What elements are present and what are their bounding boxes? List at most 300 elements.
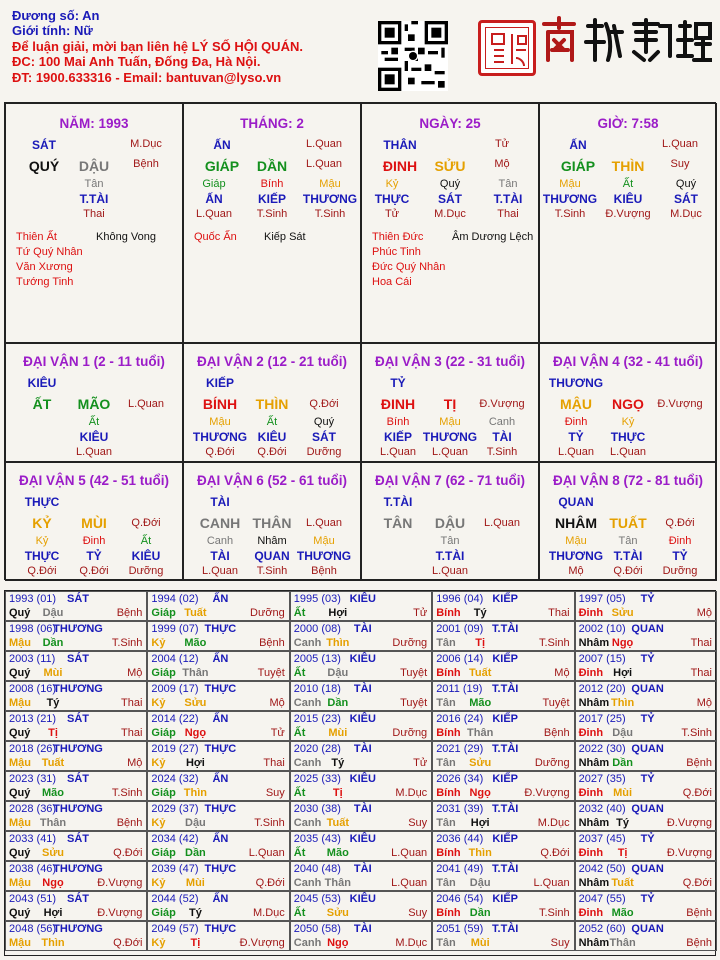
year-cell[interactable] [290,711,432,741]
hidden-stem: Ất [266,416,278,428]
year-branch: Tý [473,607,487,619]
hidden-stem: Đinh [82,535,106,547]
year-cell[interactable] [432,861,574,891]
year-stem: Tân [436,757,456,769]
year-cell[interactable] [290,831,432,861]
hidden-stage: T.Sinh [486,446,518,458]
year-star: QUAN [631,863,664,875]
year-cell[interactable] [147,771,289,801]
year-star: THỰC [204,743,237,755]
dai-van-star: TỶ [390,376,406,390]
year-stage: L.Quan [391,847,428,859]
year-branch: Tị [48,727,58,739]
year-label: 2041 (49) [436,863,484,875]
year-stem: Ất [293,847,306,859]
year-cell[interactable] [432,771,574,801]
year-stage: Đ.Vượng [666,817,712,829]
year-branch: Tý [46,697,60,709]
pillar-stem: ĐINH [382,158,418,174]
year-cell[interactable] [147,711,289,741]
star-item: Kiếp Sát [264,231,306,243]
year-stage: L.Quan [248,847,285,859]
dai-van-title: ĐẠI VẬN 4 (32 - 41 tuổi) [552,354,704,369]
dai-van-stem: KỶ [32,515,52,531]
hidden-stem: Mậu [565,535,587,547]
year-label: 2017 (25) [578,713,626,725]
year-star: KIẾP [492,713,519,725]
dai-van-star: KIÊU [27,376,57,390]
year-cell[interactable] [575,711,717,741]
year-cell[interactable] [147,591,289,621]
year-label: 2044 (52) [151,893,199,905]
year-label: 2050 (58) [293,923,341,935]
year-stem: Giáp [151,667,176,679]
hidden-star: TỶ [568,430,584,444]
year-stage: T.Sinh [539,637,570,649]
year-cell[interactable] [290,681,432,711]
hidden-stage: L.Quan [609,446,647,458]
year-branch: Dậu [612,727,633,739]
year-stem: Giáp [151,727,176,739]
year-cell[interactable] [5,741,147,771]
hidden-star: THƯƠNG [548,549,604,563]
dai-van-cell[interactable] [361,343,539,462]
year-stem: Nhâm [578,877,610,889]
year-stage: Mộ [696,697,712,709]
year-cell[interactable] [575,651,717,681]
year-stage: Bệnh [116,817,143,829]
hidden-stem: Canh [206,535,234,547]
year-stage: Đ.Vượng [524,787,570,799]
pillar-title: NĂM: 1993 [59,116,129,131]
year-stem: Ất [293,787,306,799]
year-cell[interactable] [5,921,147,951]
year-branch: Mùi [613,787,633,799]
hidden-stem: Giáp [202,178,226,190]
year-star: THƯƠNG [53,623,103,635]
year-cell[interactable] [5,651,147,681]
year-branch: Thân [467,727,494,739]
auspicious-stars-list [16,230,83,290]
year-label: 2025 (33) [293,773,341,785]
pillar-stem: GIÁP [560,158,596,174]
hidden-star: ẤN [205,192,223,206]
dai-van-stem: BÍNH [202,396,238,412]
year-stage: Đ.Vượng [97,907,143,919]
hidden-star: THƯƠNG [422,430,478,444]
star-item: Văn Xương [16,261,73,273]
year-cell[interactable] [575,621,717,651]
year-cell[interactable] [290,741,432,771]
dai-van-branch: THÌN [255,396,289,412]
hidden-stage: Đ.Vượng [605,208,651,220]
year-branch: Hợi [43,907,63,919]
year-cell[interactable] [290,591,432,621]
year-stem: Canh [293,817,322,829]
year-branch: Mùi [328,727,348,739]
year-label: 2046 (54) [436,893,484,905]
year-star: KIÊU [349,713,376,725]
dai-van-stage: Q.Đới [309,398,339,410]
year-cell[interactable] [147,651,289,681]
hidden-stem: Canh [488,416,516,428]
year-stage: Tuyệt [400,697,428,709]
hidden-stem: Mậu [313,535,335,547]
hidden-star: THƯƠNG [302,192,358,206]
year-stage: Thai [690,667,712,679]
pillar-cell[interactable] [5,103,183,343]
year-cell[interactable] [290,801,432,831]
pillar-cell[interactable] [539,103,717,343]
hidden-stem: Bính [260,178,284,190]
dai-van-star: THƯƠNG [548,376,604,390]
year-label: 2037 (45) [578,833,626,845]
year-cell[interactable] [290,891,432,921]
year-label: 2034 (42) [151,833,199,845]
year-cell[interactable] [575,891,717,921]
dai-van-stage: Đ.Vượng [479,398,525,410]
hidden-stage: L.Quan [195,208,233,220]
year-stage: Dưỡng [392,637,428,649]
pillar-branch: DẬU [78,158,110,174]
year-label: 2022 (30) [578,743,626,755]
year-label: 2023 (31) [9,773,57,785]
year-label: 2048 (56) [9,923,57,935]
year-star: SÁT [67,653,89,665]
year-star: ẤN [212,593,229,605]
year-cell[interactable] [5,891,147,921]
year-cell[interactable] [5,711,147,741]
year-star: TỶ [640,593,655,605]
year-stage: Bệnh [686,937,712,949]
year-stage: T.Sinh [681,727,712,739]
year-label: 2040 (48) [293,863,341,875]
pillar-title: GIỜ: 7:58 [597,116,659,131]
year-star: TỶ [640,893,655,905]
chart-grid [4,102,716,580]
hidden-star: TÀI [492,430,512,444]
hidden-star: THỰC [374,192,410,206]
year-star: THƯƠNG [53,923,103,935]
year-cell[interactable] [5,861,147,891]
year-stage: Q.Đới [113,937,143,949]
pillar-stage-top: L.Quan [305,138,343,150]
year-star: T.TÀI [492,803,519,815]
dai-van-cell[interactable] [5,343,183,462]
year-stage: Tuyệt [257,667,285,679]
year-cell[interactable] [5,801,147,831]
year-star: KIÊU [349,653,376,665]
hidden-stage: L.Quan [431,565,469,577]
year-stage: Thai [120,697,143,709]
year-label: 2016 (24) [436,713,484,725]
year-stem: Mậu [9,637,31,649]
year-branch: Thìn [183,787,207,799]
year-stem: Quý [9,727,31,739]
year-label: 1999 (07) [151,623,199,635]
year-branch: Ngọ [42,877,64,889]
year-star: T.TÀI [492,923,519,935]
year-cell[interactable] [147,921,289,951]
year-cell[interactable] [5,621,147,651]
year-stem: Đinh [578,727,604,739]
hidden-stem: Quý [313,416,335,428]
dai-van-cell[interactable] [361,462,539,581]
qr-code-icon[interactable] [378,21,448,91]
pillar-title: NGÀY: 25 [419,116,481,131]
year-stage: Bệnh [543,727,570,739]
pillar-stem: QUÝ [28,158,60,174]
year-stem: Ất [293,667,306,679]
hidden-star: TỶ [86,549,102,563]
hidden-stage: Dưỡng [128,565,164,577]
year-cell[interactable] [575,921,717,951]
dai-van-title: ĐẠI VẬN 2 (12 - 21 tuổi) [196,354,348,369]
year-cell[interactable] [432,711,574,741]
year-stem: Bính [436,847,461,859]
year-cell[interactable] [290,771,432,801]
year-label: 2043 (51) [9,893,57,905]
year-star: TÀI [353,923,372,935]
year-star: THỰC [204,863,237,875]
hidden-stage: Dưỡng [306,446,342,458]
star-item: Quốc Ấn [194,231,237,243]
year-cell[interactable] [432,741,574,771]
dai-van-cell[interactable] [183,343,361,462]
year-branch: Tuất [468,667,492,679]
star-item: Không Vong [96,231,156,243]
year-cell[interactable] [575,591,717,621]
year-stem: Canh [293,877,322,889]
phone-email-line: ĐT: 1900.633316 - Email: bantuvan@lyso.vn [12,69,282,85]
year-cell[interactable] [147,681,289,711]
year-stem: Đinh [578,667,604,679]
year-stage: Suy [265,787,285,799]
dai-van-cell[interactable] [539,343,717,462]
year-stem: Nhâm [578,937,610,949]
star-item: Thiên Ất [16,231,57,243]
year-stem: Đinh [578,607,604,619]
year-branch: Thìn [468,847,492,859]
year-cell[interactable] [575,861,717,891]
inauspicious-stars-list [452,230,533,245]
year-branch: Hợi [185,757,205,769]
year-cell[interactable] [575,801,717,831]
dai-van-stage: L.Quan [305,517,343,529]
year-cell[interactable] [432,831,574,861]
year-cell[interactable] [5,681,147,711]
year-branch: Tuất [41,757,65,769]
dai-van-stage: Q.Đới [131,517,161,529]
year-star: THỰC [204,923,237,935]
year-stem: Đinh [578,787,604,799]
year-star: THƯƠNG [53,743,103,755]
year-label: 2028 (36) [9,803,57,815]
dai-van-star: KIẾP [205,376,235,390]
year-stage: Thai [548,607,570,619]
year-star: SÁT [67,773,89,785]
year-label: 1997 (05) [578,593,626,605]
pillar-stage-top: M.Dục [130,138,162,150]
year-cell[interactable] [432,801,574,831]
hidden-stage: Thai [83,208,105,220]
year-stage: Bệnh [686,907,712,919]
hidden-stem: Bính [386,416,410,428]
year-cell[interactable] [147,861,289,891]
hidden-stage: M.Dục [670,208,702,220]
dai-van-cell[interactable] [183,462,361,581]
year-branch: Thân [324,877,351,889]
year-cell[interactable] [432,891,574,921]
year-branch: Tý [331,757,345,769]
year-star: QUAN [631,743,664,755]
red-seal-stamp [478,20,536,76]
year-label: 2039 (47) [151,863,199,875]
year-cell[interactable] [147,801,289,831]
year-stage: Thai [263,757,285,769]
hidden-stem: Nhâm [257,535,287,547]
hidden-stem: Mậu [319,178,341,190]
year-stage: Mộ [269,697,285,709]
year-branch: Sửu [326,907,349,919]
year-star: ẤN [212,893,229,905]
year-stage: Thai [690,637,712,649]
year-label: 2002 (10) [578,623,626,635]
year-stage: Q.Đới [113,847,143,859]
year-cell[interactable] [575,681,717,711]
year-branch: Tuất [326,817,349,829]
year-stem: Canh [293,637,322,649]
year-label: 2019 (27) [151,743,199,755]
pillar-title: THÁNG: 2 [240,116,304,131]
contact-line: Để luận giải, mời bạn liên hệ LÝ SỐ HỘI QUÁN. [12,38,303,54]
dai-van-stage: Đ.Vượng [657,398,703,410]
inauspicious-stars-list [264,230,306,245]
dai-van-branch: NGỌ [612,396,644,412]
year-stage: Q.Đới [255,877,285,889]
year-star: T.TÀI [492,863,519,875]
year-cell[interactable] [432,591,574,621]
year-label: 2014 (22) [151,713,199,725]
year-stem: Nhâm [578,637,610,649]
year-stem: Canh [293,937,322,949]
year-cell[interactable] [5,831,147,861]
year-cell[interactable] [290,861,432,891]
person-name: Đương số: An [12,8,100,23]
hidden-stem: Đinh [668,535,692,547]
year-stem: Kỷ [151,637,166,649]
year-cell[interactable] [432,621,574,651]
year-star: THƯƠNG [53,683,103,695]
year-branch: Sửu [611,607,634,619]
year-branch: Mão [326,847,349,859]
pillar-stage: L.Quan [305,158,343,170]
year-cell[interactable] [575,831,717,861]
year-stem: Kỷ [151,817,166,829]
year-stem: Nhâm [578,817,610,829]
year-stem: Ất [293,607,306,619]
hidden-stage: Q.Đới [79,565,109,577]
year-star: SÁT [67,713,89,725]
hidden-stage: Dưỡng [662,565,698,577]
hidden-stage: L.Quan [431,446,469,458]
dai-van-cell[interactable] [5,462,183,581]
hidden-stage: Tử [384,208,400,220]
year-star: TÀI [353,803,372,815]
year-cell[interactable] [432,681,574,711]
year-label: 2026 (34) [436,773,484,785]
year-stage: L.Quan [391,877,428,889]
year-cell[interactable] [290,621,432,651]
pillar-cell[interactable] [183,103,361,343]
year-cell[interactable] [432,921,574,951]
year-star: ẤN [212,653,229,665]
hidden-stem: Quý [675,178,697,190]
hidden-star: KIÊU [613,192,643,206]
year-cell[interactable] [290,651,432,681]
year-cell[interactable] [5,591,147,621]
year-cell[interactable] [147,621,289,651]
year-stem: Bính [436,907,461,919]
year-cell[interactable] [5,771,147,801]
year-stem: Nhâm [578,757,610,769]
hidden-star: T.TÀI [493,192,523,206]
hidden-stem: Tân [84,178,104,190]
year-stage: Q.Đới [682,787,712,799]
year-cell[interactable] [575,771,717,801]
year-cell[interactable] [147,891,289,921]
year-branch: Dậu [469,877,491,889]
year-stem: Ất [293,727,306,739]
year-label: 2027 (35) [578,773,626,785]
dai-van-cell[interactable] [539,462,717,581]
year-cell[interactable] [432,651,574,681]
star-item: Tứ Quý Nhân [16,246,83,258]
hidden-stem: Ất [622,178,634,190]
hidden-stage: Bệnh [311,565,337,577]
year-cell[interactable] [147,831,289,861]
year-stage: Q.Đới [540,847,570,859]
dai-van-title: ĐẠI VẬN 1 (2 - 11 tuổi) [23,354,165,369]
year-stem: Quý [9,907,31,919]
year-branch: Mùi [470,937,490,949]
dai-van-stage: L.Quan [127,398,165,410]
year-branch: Tị [332,787,343,799]
seal-pattern-icon [486,28,530,70]
year-cell[interactable] [575,741,717,771]
year-label: 2047 (55) [578,893,626,905]
year-cell[interactable] [290,921,432,951]
year-star: KIÊU [349,593,376,605]
year-cell[interactable] [147,741,289,771]
pillar-stage-top: L.Quan [661,138,699,150]
year-stem: Bính [436,787,461,799]
header-info [12,8,392,85]
hidden-star: SÁT [312,430,336,444]
year-stem: Quý [9,847,31,859]
year-stage: Suy [408,817,428,829]
year-branch: Dần [612,757,633,769]
pillar-cell[interactable] [361,103,539,343]
year-star: THỰC [204,623,237,635]
year-star: TỶ [640,713,655,725]
year-stage: T.Sinh [111,787,143,799]
hidden-stage: Mộ [568,565,584,577]
dai-van-title: ĐẠI VẬN 5 (42 - 51 tuổi) [18,473,170,488]
hidden-stem: Tân [498,178,518,190]
dai-van-stem: ĐINH [380,396,416,412]
year-star: ẤN [212,713,229,725]
